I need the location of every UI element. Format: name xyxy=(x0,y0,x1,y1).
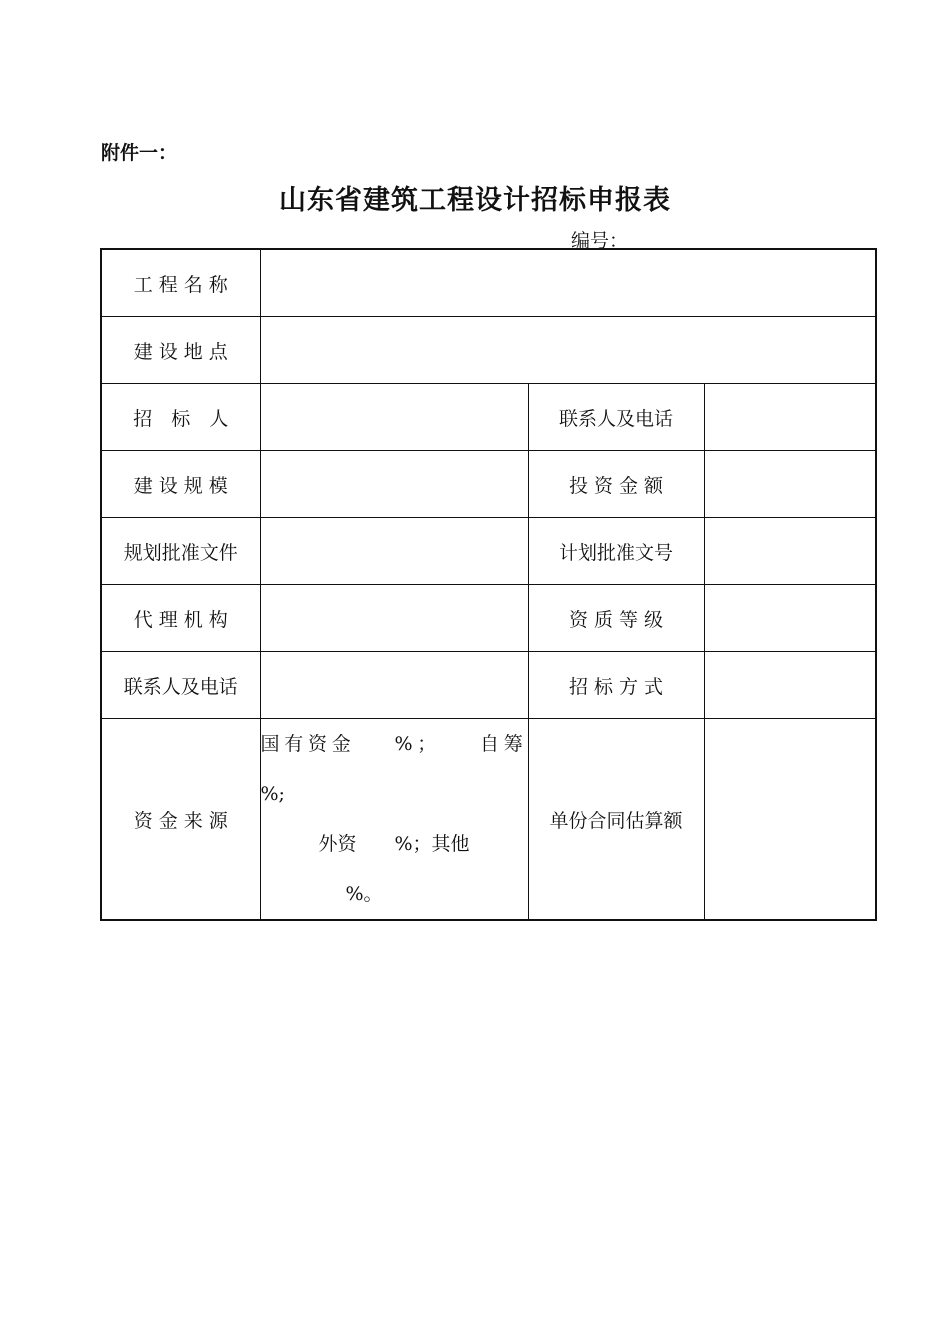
funding-state-percent: %； xyxy=(394,733,442,755)
serial-number-label: 编号： xyxy=(571,230,629,252)
label-project-name: 工 程 名 称 xyxy=(101,249,260,317)
row-project-name xyxy=(101,249,876,317)
label-contract-estimate: 单份合同估算额 xyxy=(528,719,704,921)
row-agency xyxy=(101,585,876,652)
funding-foreign-other: 外资 %；其他 xyxy=(318,833,470,855)
row-agency-contact xyxy=(101,652,876,719)
label-plan-approval-number: 计划批准文号 xyxy=(528,518,704,585)
form-title: 山东省建筑工程设计招标申报表 xyxy=(279,185,671,216)
label-agency: 代 理 机 构 xyxy=(101,585,260,652)
label-agency-contact: 联系人及电话 xyxy=(101,652,260,719)
field-scale[interactable] xyxy=(260,451,528,518)
label-qualification: 资 质 等 级 xyxy=(528,585,704,652)
label-tenderer: 招 标 人 xyxy=(101,384,260,451)
funding-line-state xyxy=(261,719,528,769)
field-plan-approval-number[interactable] xyxy=(704,518,876,585)
field-agency-contact[interactable] xyxy=(260,652,528,719)
field-location[interactable] xyxy=(260,317,876,384)
label-location: 建 设 地 点 xyxy=(101,317,260,384)
field-agency[interactable] xyxy=(260,585,528,652)
field-project-name[interactable] xyxy=(260,249,876,317)
field-tenderer-contact[interactable] xyxy=(704,384,876,451)
row-scale xyxy=(101,451,876,518)
field-tenderer[interactable] xyxy=(260,384,528,451)
row-tenderer xyxy=(101,384,876,451)
label-investment: 投 资 金 额 xyxy=(528,451,704,518)
field-tender-method[interactable] xyxy=(704,652,876,719)
label-funding-source: 资 金 来 源 xyxy=(101,719,260,921)
label-planning-approval: 规划批准文件 xyxy=(101,518,260,585)
label-tenderer-contact: 联系人及电话 xyxy=(528,384,704,451)
label-scale: 建 设 规 模 xyxy=(101,451,260,518)
field-qualification[interactable] xyxy=(704,585,876,652)
attachment-label: 附件一： xyxy=(101,142,178,164)
label-tender-method: 招 标 方 式 xyxy=(528,652,704,719)
funding-state-label: 国有资金 xyxy=(260,733,356,755)
funding-self-label: 自筹 xyxy=(479,733,528,755)
row-location xyxy=(101,317,876,384)
funding-other-percent: %。 xyxy=(345,883,383,905)
field-contract-estimate[interactable] xyxy=(704,719,876,921)
row-planning xyxy=(101,518,876,585)
row-funding xyxy=(101,719,876,921)
tender-application-table xyxy=(100,248,877,921)
funding-self-percent: %; xyxy=(260,783,285,805)
field-funding-breakdown[interactable] xyxy=(260,719,528,921)
field-investment[interactable] xyxy=(704,451,876,518)
field-planning-approval[interactable] xyxy=(260,518,528,585)
